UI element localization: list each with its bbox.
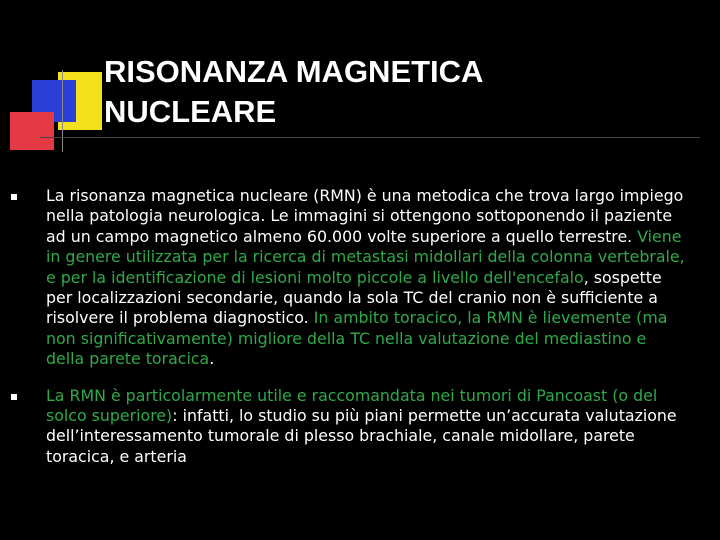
- decorative-squares: [0, 0, 110, 160]
- bullet-list: [0, 186, 720, 483]
- bullet-text-segment: : infatti, lo studio su più piani permette un’accurata valutazione dell’interessamento tumorale di plesso brachiale, canale midollare, parete toracica, e arteria: [46, 406, 677, 466]
- slide-title-line-1: RISONANZA MAGNETICA: [104, 54, 484, 89]
- bullet-square-icon: [11, 394, 17, 400]
- slide-title-line-2: NUCLEARE: [104, 94, 277, 129]
- deco-vertical-line: [62, 70, 63, 152]
- deco-red-square: [10, 112, 54, 150]
- bullet-highlight-segment: In ambito toracico, la RMN è lievemente (ma non significativamente) migliore della TC nella valutazione del mediastino e della parete toracica: [46, 308, 668, 369]
- bullet-text-segment: , sospette per localizzazioni secondarie, quando la sola TC del cranio non è sufficiente a risolvere il problema diagnostico.: [46, 267, 662, 328]
- bullet-highlight-segment: La RMN è particolarmente utile e raccomandata nei tumori di Pancoast (o del solco superiore): [46, 385, 658, 426]
- slide-title: [104, 52, 694, 132]
- bullet-text-segment: La risonanza magnetica nucleare (RMN) è una metodica che trova largo impiego nella patologia neurologica. Le immagini si ottengono sottoponendo il paziente ad un campo magnetico almeno 60.000 volte superiore a quello terrestre.: [46, 186, 684, 246]
- title-divider: [40, 137, 700, 138]
- bullet-item: [0, 386, 720, 468]
- bullet-item: [0, 186, 720, 370]
- bullet-square-icon: [11, 194, 17, 200]
- bullet-text-segment: .: [209, 349, 215, 369]
- bullet-highlight-segment: Viene in genere utilizzata per la ricerca di metastasi midollari della colonna vertebrale, e per la identificazione di lesioni molto piccole a livello dell'encefalo: [46, 226, 685, 287]
